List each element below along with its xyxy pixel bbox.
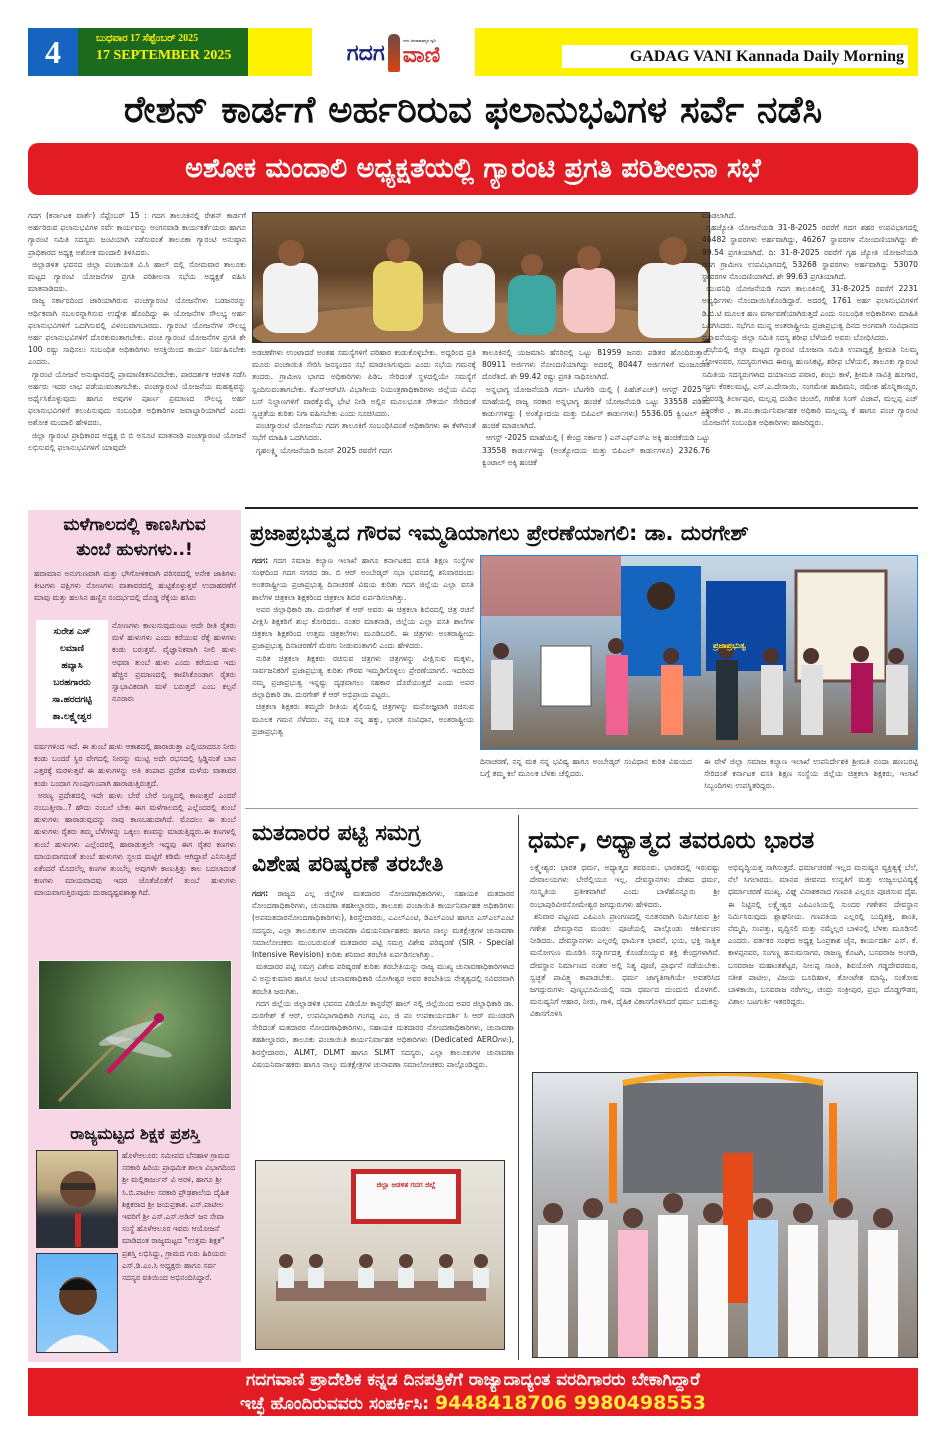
teacher-1-portrait xyxy=(37,1151,118,1248)
voters-headline: ಮತದಾರರ ಪಟ್ಟಿ ಸಮಗ್ರ ವಿಶೇಷ ಪರಿಷ್ಕರಣೆ ತರಬೇತಿ xyxy=(252,821,444,877)
photo-banner-text: ಪ್ರಜಾಪ್ರಭುತ್ವ xyxy=(713,641,746,650)
temple-photo xyxy=(532,1072,918,1358)
teacher-2-portrait xyxy=(37,1254,118,1353)
training-banner-text: ಜಿಲ್ಲಾ ಆಡಳಿತ ಗದಗ ಜಿಲ್ಲೆ xyxy=(376,1181,436,1189)
dragonfly-photo xyxy=(38,960,232,1110)
sidebar-beside-byline: ನೋಣಗಳು ಕಾಣುಸುವುದುಂಟು ಅದೇ ರೀತಿ ರೈತರು ಮಳೆ ಹುಳುಗಳು ಎಂದು ಕರೆಯುವ ರೆಕ್ಕೆ ಹುಳಗಳು ಕಂಡು ಬರುತ್ತವೆ. ವೈಜ್ಞಾನಿಕವಾಗಿ ನೀಲಿ ಹುಳು ಅಥವಾ ತುಂಬೆ ಹುಳು ಎಂದು ಕರೆಯುವ ಇದು ಹೆಚ್ಚಿನ ಪ್ರಮಾಣದಲ್ಲಿ ಕಾಣಿಸಿಕೊಂಡಾಗ ರೈತರು ಸ್ವಾಭಾವಿಕವಾಗಿ ಮಳೆ ಬರುತ್ತದೆ ಎಂಬ ಕಲ್ಪನೆ ನೂರಾರು xyxy=(112,621,236,704)
reporters-wanted-banner xyxy=(28,1368,918,1416)
temple-crowd-illustration xyxy=(533,1073,918,1358)
date-kannada: ಬುಧವಾರ 17 ಸೆಪ್ಟೆಂಬರ್ 2025 xyxy=(96,33,199,44)
logo-gadag: ಗದಗ xyxy=(346,40,385,66)
meeting-people-illustration xyxy=(253,213,710,343)
banner-contact-label: ಇಚ್ಛೆ ಹೊಂದಿರುವವರು ಸಂಪರ್ಕಿಸಿ: xyxy=(240,1394,430,1414)
dharma-column-2: ಅಭಿವೃದ್ಧಿಯತ್ತ ಸಾಗಿಸುತ್ತದೆ. ಧರ್ಮಾಚರಣೆ ಇಲ್ಲದ ಮನುಷ್ಯನ ವ್ಯಕ್ತಿತ್ವಕ್ಕೆ ಬೆಲೆ, ನೆಲೆ ಸಿಗಲಾರದು. ಮಾನವ ಜೀವನದ ಉನ್ನತಿಗೆ ಮತ್ತು ಉಜ್ವಲಭವಿಷ್ಯಕ್ಕೆ ಧರ್ಮಾಚರಣೆ ಮುಖ್ಯ. ವಿಘ್ನ ವಿನಾಶಕನಾದ ಗಣಪತಿ ಎಲ್ಲರೂ ಪೂಜಿಸುವ ದೈವ. ಈ ನಿಟ್ಟಿನಲ್ಲಿ ಲಕ್ಷ್ಮೇಶ್ವರ ಎಪಿಎಂಸಿಯಲ್ಲಿ ಸುಂದರ ಗಣೇಶನ ದೇವಸ್ಥಾನ ನಿರ್ಮಿಸಿರುವುದು ಶ್ಲಾಘನೀಯ. ಗಣಪತಿಯ ಎಲ್ಲರಲ್ಲಿ ಬುದ್ಧಿಶಕ್ತಿ, ಶಾಂತಿ, ನೆಮ್ಮದಿ, ಸಂಪತ್ತು, ವೃದ್ಧಿಸಲಿ ಮತ್ತು ನಮ್ಮೆಲ್ಲರ ಬಾಳಿನಲ್ಲಿ ಬೆಳಕು ಮೂಡಿಸಲಿ ಎಂದರು. ವರ್ತಕರ ಸಂಘದ ಅಧ್ಯಕ್ಷ ಓಂಪ್ರಕಾಶ ಜೈನ, ಕಾರ್ಯದರ್ಶಿ ಎಸ್. ಕೆ. ಕಾಳಪ್ಪನವರ, ಸಂಗಣ್ಣ ಹನುಮಸಾಗರ, ರಾಜಣ್ಣ ಕೊಟಗಿ, ಬಸವರಾಜ ಅಂಗಡಿ, ಬಸವರಾಜ ಮಹಾಂತಶೆಟ್ಟರ, ನೀಲಪ್ಪ ಸಾಂತಿ, ಶಿವಯೋಗಿ ಗಡ್ಡದೇವರಮಠ, ಸತೀಶ ಪಾಟೀಲ, ವಿಜಯ ಬೂದಿಹಾಳ, ತೋಂಟೇಶ ಮಾನ್ವಿ, ಸಂತೋಷ ಬಾಳಿಕಾಯಿ, ಬಸವರಾಜ ನರೇಗಲ್ಲ, ಚಂದ್ರು ಸಂಕ್ರೀಪುರ, ಪ್ರಭು ದೊಡ್ಡಗೌಡರ, ವಿಶಾಲ ಬಟಗುರ್ಕಿ ಇತರರಿದ್ದರು. xyxy=(728,863,918,1007)
award-headline: ರಾಜ್ಯಮಟ್ಟದ ಶಿಕ್ಷಕ ಪ್ರಶಸ್ತಿ xyxy=(70,1124,200,1143)
sidebar-intro: ಹವಾಮಾನ ಅನುಗುಣವಾಗಿ ಮತ್ತು ಭೌಗೋಳಿಕವಾಗಿ ಪರಿಸರದಲ್ಲಿ ಅನೇಕ ಜಾತಿಗಳು ಕೀಟಗಳು ಪಕ್ಷಿಗಳು ನೋಣಗಳು ವಾತಾವರದಲ್ಲಿ ಹುಟ್ಟಿಕೊಳ್ಳುತ್ತವೆ ಉದಾಹರಣೆಗೆ ಮಾವು ಮತ್ತು ಹಲಸಿನ ಹಣ್ಣಿನ ಸಂದರ್ಭದಲ್ಲಿ ದೊಡ್ಡ ರೆಕ್ಕೆಯ ಹಸಿರು xyxy=(34,569,236,603)
lead-column-2: ಅಡಚಣೆಗಳು ಉಂಟಾದರೆ ಅಂತಹ ಸಮಸ್ಯೆಗಳಿಗೆ ಪರಿಹಾರ ಕಂಡುಕೊಳ್ಳಬೇಕು. ಅದ್ದರಿಂದ ಪ್ರತಿ ಮೂರು ಪಂಚಾಯಿತಿ ಸೇರಿಸಿ ಜನಸ್ಪಂದನ ಸಭೆ ಮಾಡಲಾಗುವುದು ಎಂದು ಸಭೆಯ ಗಮನಕ್ಕೆ ತಂದರು. ಗ್ರಾಮೀಣ ಭಾಗದ ಅಧಿಕಾರಿಗಳು ಪಿಡಿಒ ಸೇರಿದಂತೆ ಸ್ಥಳದಲ್ಲಿಯೇ ಸಮಸ್ಯೆಗೆ ಸ್ಪಂದಿಸುವಂತಾಗಬೇಕು. ಕೆಎಸ್ಆರ್‌ಟಿಸಿ ವಿಭಾಗೀಯ ನಿಯಂತ್ರಣಾಧಿಕಾರಿಗಳು ಜಿಲ್ಲೆಯ ವಿವಿಧ ಬಸ್ ನಿಲ್ದಾಣಗಳಿಗೆ ವಾರಕ್ಕೊಮ್ಮೆ ಭೇಟಿ ನೀಡಿ ಅಲ್ಲಿನ ಮೂಲಭೂತ ಸೌಕರ್ಯ ಸೇರಿದಂತೆ ಸ್ವಚ್ಛತೆಯ ಕುರಿತು ನಿಗಾ ವಹಿಸಬೇಕು ಎಂದು ಸೂಚಿಸಿದರು. ಪಂಚಗ್ಯಾರಂಟಿ ಯೋಜನೆಯ ಗದಗ ತಾಲೂಕಿಗೆ ಸಂಬಂಧಿಸಿದಂತೆ ಅಧಿಕಾರಿಗಳು ಈ ಕೆಳಗಿನಂತೆ ಸಭೆಗೆ ಮಾಹಿತಿ ಒದಗಿಸಿದರು. ಗೃಹಲಕ್ಷ್ಮಿ ಯೋಜನೆಯಡಿ ಜೂನ್ 2025 ರವರೆಗೆ ಗದಗ xyxy=(252,348,476,455)
painting-camp-illustration xyxy=(481,556,918,750)
voters-body: ಗದಗ: ರಾಜ್ಯದ ಎಲ್ಲ ಜಿಲ್ಲೆಗಳ ಮತದಾರರ ನೋಂದಣಾಧಿಕಾರಿಗಳು, ಸಹಾಯಕ ಮತದಾರರ ನೋಂದಣಾಧಿಕಾರಿಗಳು, ಚುನಾವಣಾ ತಹಶೀಲ್ದಾರರು, ತಾಲೂಕು ಪಂಚಾಯಿತಿ ಕಾರ್ಯನಿರ್ವಾಹಕ ಅಧಿಕಾರಿಗಳು (ಅಪಮತದಾರನೋಂದಣಾಧಿಕಾರಿಗಳು), ಶಿರಸ್ತೇದಾರರು, ಎಎಲ್‌ಎಂಟಿ, ಡಿಎಲ್‌ಎಂಟಿ ಹಾಗೂ ಎಸ್‌ಎಲ್‌ಎಂಟಿ ಸದಸ್ಯರು, ಎಲ್ಲಾ ತಾಲೂಕುಗಳ ಚುನಾವಣಾ ವಿಷಯನಿರ್ವಾಹಕರು ಹಾಗೂ ನಾಲ್ಕು ಮತಕ್ಷೇತ್ರಗಳ ಚುನಾವಣಾ ಸಮಾಲೋಚಕರು ಮುಂಬರುವಂತೆ ಮತದಾರರ ಪಟ್ಟಿ ಸಮಗ್ರ ವಿಶೇಷ ಪರಿಷ್ಕರಣೆ (SIR - Special Intensive Revision) ಕುರಿತು ಶನಿವಾರ ತರಬೇತಿ ಏರ್ಪಡಿಸಲಾಗಿತ್ತು. ಮತದಾರರ ಪಟ್ಟಿ ಸಮಗ್ರ ವಿಶೇಷ ಪರಿಷ್ಕರಣೆ ಕುರಿತು ತರಬೇತಿಯನ್ನು ರಾಜ್ಯ ಮುಖ್ಯ ಚುನಾವಣಾಧಿಕಾರಿಗಳಾದ ವಿ ಅನ್ಬುಕುಮಾರ ಹಾಗೂ ಜಂಟಿ ಚುನಾವಣಾಧಿಕಾರಿ ಯೋಗೀಶ್ವರ ಅವರ ತರಬೇತಿಯ ನೇತೃತ್ವದಲ್ಲಿ ಸವಿವರವಾಗಿ ತರಬೇತಿ ಜರುಗಿತು. ಗದಗ ಜಿಲ್ಲೆಯ ಜಿಲ್ಲಾಡಳಿತ ಭವನದ ವಿಡಿಯೋ ಕಾನ್ಫರೆನ್ಸ್ ಹಾಲ್ ನಲ್ಲಿ ಜಿಲ್ಲೆಯಿಂದ ಅಪರ ಜಿಲ್ಲಾಧಿಕಾರಿ ಡಾ. ದುರಗೇಶ್ ಕೆ ಆರ್, ಉಪವಿಭಾಗಾಧಿಕಾರಿ ಗಂಗಪ್ಪ ಎಂ, ಜಿ ಪಂ ಉಪಕಾರ್ಯದರ್ಶಿ ಸಿ ಆರ್ ಮುಂಡರಗಿ ಸೇರಿದಂತೆ ಮತದಾರರ ನೋಂದಣಾಧಿಕಾರಿಗಳು, ಸಹಾಯಕ ಮತದಾರರ ನೋಂದಣಾಧಿಕಾರಿಗಳು, ಚುನಾವಣಾ ತಹಶೀಲ್ದಾರರು, ತಾಲೂಕು ಪಂಚಾಯಿತಿ ಕಾರ್ಯನಿರ್ವಾಹಕ ಅಧಿಕಾರಿಗಳು (Dedicated AEROಗಳು), ಶಿರಸ್ತೇದಾರರು, ALMT, DLMT ಹಾಗೂ SLMT ಸದಸ್ಯರು, ಎಲ್ಲಾ ತಾಲೂಕುಗಳ ಚುನಾವಣಾ ವಿಷಯನಿರ್ವಾಹಕರು ಹಾಗೂ ನಾಲ್ಕು ಮತಕ್ಷೇತ್ರಗಳ ಚುನಾವಣಾ ಸಮಾಲೋಚಕರು ಪಾಲ್ಗೊಂಡಿದ್ದರು. xyxy=(252,889,514,1069)
section-divider-2 xyxy=(245,808,918,809)
lead-subheadline: ಅಶೋಕ ಮಂದಾಲಿ ಅಧ್ಯಕ್ಷತೆಯಲ್ಲಿ ಗ್ಯಾರಂಟಿ ಪ್ರಗತಿ ಪರಿಶೀಲನಾ ಸಭೆ xyxy=(28,143,918,195)
democracy-below-left: ದಿನಾಚರಣೆ, ನನ್ನ ಮತ ನನ್ನ ಭವಿಷ್ಯ ಹಾಗೂ ಅಂಬೇಡ್ಕರ್ ಸಂವಿಧಾನ ಕುರಿತ ವಿಷಯದ ಬಗ್ಗೆ ತಮ್ಮ ಕಲೆ ಮೂಲಕ ಬೆಳಕು ಚೆಲ್ಲಿದರು. xyxy=(480,757,692,779)
section-divider xyxy=(245,507,918,509)
sidebar-body: ವರ್ಷಗಳಿಂದ ಇದೆ. ಈ ತುಂಬೆ ಹುಳು ಆಕಾಶದಲ್ಲಿ ಹಾರಾಡುತ್ತಾ ಎಲ್ಲಿಯಾದರೂ ನೀರು ಕಂಡು ಬಂದರೆ ಸ್ಥಿರ ವೇಗದಲ್ಲಿ ನೀರನ್ನು ಮುಟ್ಟಿ ಅದೇ ರಭಸದಲ್ಲಿ ಸ್ಪಿಡ್ಡಿನಂತೆ ಬಾನ ಎತ್ತರಕ್ಕೆ ಮರಳುತ್ತವೆ ಈ ಹುಳುಗಳನ್ನು ಅತಿ ತಂಪಾದ ಪ್ರದೇಶ ಮಳೆಯ ವಾತಾವರ ಕಂಡು ಬಂದಾಗ ಗುಂಪುಗುಂಪಾಗಿ ಹಾರಾಡುತ್ತಿರುತ್ತದೆ. ಅರಣ್ಯ ಪ್ರದೇಶದಲ್ಲಿ ಇದೇ ಹುಳು ಬೇರೆ ಬೇರೆ ಬಣ್ಣದಲ್ಲಿ ಕಾಣುತ್ತವೆ ಎಂದರೆ ನಂಬುತ್ತೀರಾ..? ಹೌದು ನಂಬಲೆ ಬೇಕು ಈಗ ಮಳೆಗಾಲದಲ್ಲಿ ಎಲ್ಲೆಂದರಲ್ಲಿ ತುಂಬೆ ಹುಳುಗಳು ಹಾರಾಡುವುದನ್ನು ನಾವು ಕಾಣಬಹುದಾಗಿದೆ. ಮೊದಲು ಈ ತುಂಬೆ ಹುಳುಗಳು ರೈತರು ತಮ್ಮ ಬೆಳೆಗಳನ್ನು ಒಕ್ಕಲು ಕಣವನ್ನು ಮಾಡುತ್ತಿದ್ದರು.ಈ ಕಣಗಳಲ್ಲಿ ತುಂಬೆ ಹುಳುಗಳು ಎಲ್ಲೆಂದರಲ್ಲಿ ಹಾರಾಡುತ್ತಲೇ ಇದ್ದವು ಈಗ ರೈತರ ಕಣಗಳು ಮಾಯವಾಗದಂತೆ ತುಂಬೆ ಹುಳುಗಳು ಸ್ಥಲದ ಮಟ್ಟಿಗೆ ಕಡಿಮೆ ಆಗಿದ್ದಾವೆ ಎನಿಸುತ್ತಿದೆ ಏಕೆಂದರೆ ಮೊದಲೆಲ್ಲ ಕಣಗಳ ತುಂಬೆಲ್ಲ ಅವುಗಳೇ ಕಾಣುತ್ತಿತ್ತು ಕಾಲ ಬದಲಾದಂತೆ ಕಣಗಳು ಮಾಯವಾದವು ಇದರ ಜೊತೆಜೊತೆಗೆ ತುಂಬೆ ಹುಳುಗಳು ಮಾಯವಾಗುತ್ತಿರುವುದು ದುರಾದೃಷ್ಟವಶಾತ್ವಾಗಿದೆ. xyxy=(34,742,236,898)
paper-name: GADAG VANI Kannada Daily Morning xyxy=(562,45,908,68)
dharma-headline: ಧರ್ಮ, ಅಧ್ಯಾತ್ಮದ ತವರೂರು ಭಾರತ xyxy=(528,826,815,854)
democracy-body: ಗದಗ: ಗದಗ ಸಮಾಜ ಕಲ್ಯಾಣ ಇಲಾಖೆ ಹಾಗೂ ಕರ್ನಾಟಕದ ವಸತಿ ಶಿಕ್ಷಣ ಸಂಸ್ಥೆಗಳ ಸಂಘದಿಂದ ಗದಗ ನಗರದ ಡಾ. ಬಿ ಆರ್ ಅಂಬೇಡ್ಕರ್ ಸಭಾ ಭವನದಲ್ಲಿ ಶನಿವಾರದಂದು ಅಂತರಾಷ್ಟ್ರೀಯ ಪ್ರಜಾಪ್ರಭುತ್ವ ದಿನಾಚರಣೆ ವಿಷಯ ಕುರಿತು ಗದಗ ಜಿಲ್ಲೆಯ ಎಲ್ಲಾ ವಸತಿ ಶಾಲೆಗಳ ಚಿತ್ರಕಲಾ ಶಿಕ್ಷಕರಿಂದ ಚಿತ್ರಕಲಾ ಶಿಬಿರ ಏರ್ಪಡಿಸಲಾಗಿತ್ತು. ಅಪರ ಜಿಲ್ಲಾಧಿಕಾರಿ ಡಾ. ದುರಗೇಶ್ ಕೆ ಆರ್ ಅವರು ಈ ಚಿತ್ರಕಲಾ ಶಿಬಿರದಲ್ಲಿ ಚಿತ್ರ ರಚನೆ ವೀಕ್ಷಿಸಿ ಶಿಕ್ಷಕರಿಗೆ ಶುಭ ಕೋರಿದರು. ನಂತರ ಮಾತನಾಡಿ, ಜಿಲ್ಲೆಯ ಎಲ್ಲಾ ವಸತಿ ಶಾಲೆಗಳ ಚಿತ್ರಕಲಾ ಶಿಕ್ಷಕರಿಂದ ಉತ್ತಮ ಚಿತ್ರಕಲೆಗಳು ಮೂಡಿಬರಲಿ. ಈ ಚಿತ್ರಗಳು ಅಂತರಾಷ್ಟ್ರೀಯ ಪ್ರಜಾಪ್ರಭುತ್ವ ದಿನಾಚರಣೆಗೆ ಮೆರಗು ನೀಡುವಂತಾಗಲಿ ಎಂದು ಹೇಳಿದರು. ನುರಿತ ಚಿತ್ರಕಲಾ ಶಿಕ್ಷಕರು ರಚಿಸುವ ಚಿತ್ರಗಳು ಚಿತ್ರಗಳನ್ನು ವೀಕ್ಷಿಸುವ ಮಕ್ಕಳು, ಸಾರ್ವಜನಿಕರಿಗೆ ಪ್ರಜಾಪ್ರಭುತ್ವ ಕುರಿತು ಗೌರವ ಇಮ್ಮಡಿಗೊಳ್ಳಲು ಪ್ರೇರಣೆಯಾಗಲಿ. ಇದರಿಂದ ನಮ್ಮ ಪ್ರಜಾಪ್ರಭುತ್ವ ಇನ್ನಷ್ಟು ದೃಢವಾಗಲು ಸಹಕಾರ ದೊರೆಯುತ್ತದೆ ಎಂದು ಅಪರ ಜಿಲ್ಲಾಧಿಕಾರಿ ಡಾ. ದುರಗೇಶ್ ಕೆ ಆರ್ ಅಭಿಪ್ರಾಯ ಪಟ್ಟರು. ಚಿತ್ರಕಲಾ ಶಿಕ್ಷಕರು ತಮ್ಮದೇ ರೀತಿಯ ಶೈಲಿಯಲ್ಲಿ ಚಿತ್ರಗಳನ್ನು ಮನೋಜ್ಞವಾಗಿ ರಚಿಸುವ ಮೂಲಕ ಗಮನ ಸೆಳೆದರು. ನನ್ನ ಮತ ನನ್ನ ಹಕ್ಕು, ಭಾರತ ಸಂವಿಧಾನ, ಅಂತರಾಷ್ಟ್ರೀಯ ಪ್ರಜಾಪ್ರಭುತ್ವ xyxy=(252,556,474,736)
lead-column-1: ಗದಗ (ಕರ್ನಾಟಕ ವಾರ್ತೆ) ಸೆಪ್ಟೆಂಬರ್ 15 : ಗದಗ ತಾಲೂಕಿನಲ್ಲಿ ರೇಶನ್ ಕಾರ್ಡಗೆ ಅರ್ಹರಿರುವ ಫಲಾನುಭವಿಗಳ ಸರ್ವೆ ಕಾರ್ಯವನ್ನು ಅಂಗನವಾಡಿ ಕಾರ್ಯಕರ್ತೆಯರು ಹಾಗೂ ಗ್ಯಾರಂಟಿ ಸಮಿತಿ ಸದಸ್ಯರು ಜಂಟಿಯಾಗಿ ನಡೆಸುವಂತೆ ತಾಲೂಕಾ ಗ್ಯಾರಂಟಿ ಅನುಷ್ಠಾನ ಪ್ರಾಧಿಕಾರದ ಅಧ್ಯಕ್ಷ ಅಶೋಕ ಮಂದಾಲಿ ತಿಳಿಸಿದರು. ಜಿಲ್ಲಾಡಳಿತ ಭವನದ ಜಿಲ್ಲಾ ಪಂಚಾಯತ ವಿ.ಸಿ ಹಾಲ್ ದಲ್ಲಿ ಸೋಮವಾರ ತಾಲೂಕು ಮಟ್ಟದ ಗ್ಯಾರಂಟಿ ಯೋಜನೆಗಳ ಪ್ರಗತಿ ಪರಿಶೀಲನಾ ಸಭೆಯ ಅಧ್ಯಕ್ಷತೆ ವಹಿಸಿ ಮಾತನಾಡಿದರು. ರಾಜ್ಯ ಸರ್ಕಾರದಿಂದ ಜಾರಿಯಾಗಿರುವ ಪಂಚಗ್ಯಾರಂಟಿ ಯೋಜನೆಗಳು ಬಡಜನರನ್ನು ಆರ್ಥಿಕವಾಗಿ ಸಬಲರನ್ನಾಗಿಸುವ ಉದ್ದೇಶ ಹೊಂದಿದ್ದು ಈ ಯೋಜನೆಗಳ ಸೌಲಭ್ಯ ಅರ್ಹ ಫಲಾನುಭವಿಗಳಿಗೆ ಒದಗಿಸುವಲ್ಲಿ ವಿಳಂಬವಾಗಬಾರದು. ಗ್ಯಾರಂಟಿ ಯೋಜನೆಗಳ ಸೌಲಭ್ಯ ಅರ್ಹ ಫಲಾನುಭವಿಗಳಿಗೆ ದೊರಕುವಂತಾಗಬೇಕು. ಪಂಚ ಗ್ಯಾರಂಟಿ ಯೋಜನೆಗಳ ಪ್ರಗತಿ ಶೇ 100 ರಷ್ಟು ಸಾಧಿಸಲು ಸಂಬಂಧಿತ ಅಧಿಕಾರಿಗಳು ಆಸಕ್ತಿಯಿಂದ ಕಾರ್ಯ ನಿರ್ವಹಿಸಬೇಕು ಎಂದರು. ಗ್ಯಾರಂಟಿ ಯೋಜನೆ ಅನುಷ್ಠಾನದಲ್ಲಿ ಪ್ರಾಮಾಣಿಕತನವಿರಬೇಕು. ಪಾರದರ್ಶಕ ಆಡಳಿತ ನಡೆಸಿ ಅರ್ಹರು ಇದರ ಲಾಭ ಪಡೆಯುವಂತಾಗಬೇಕು. ಪಂಚಗ್ಯಾರಂಟಿ ಯೋಜನೆಯ ಮಹತ್ವವನ್ನು ಅರ್ಥೈಸಿಕೊಳ್ಳುವುದು ಹಾಗೂ ಅವುಗಳ ಪೂರ್ಣ ಪ್ರಮಾಣದ ಸೌಲಭ್ಯ ಅರ್ಹ ಫಲಾನುಭವಿಗಳಿಗೆ ತಲುಪಿಸುವುದು ಸಂಬಂಧಿತ ಅಧಿಕಾರಿಗಳ ಜವಾಬ್ದಾರಿಯಾಗಿದೆ ಎಂದು ಅಶೋಕ ಮಂದಾಲಿ ಹೇಳಿದರು. ಜಿಲ್ಲಾ ಗ್ಯಾರಂಟಿ ಪ್ರಾಧಿಕಾರದ ಅಧ್ಯಕ್ಷ ಬಿ ಬಿ ಅಸೂಟಿ ಮಾತನಾಡಿ ಪಂಚಗ್ಯಾರಂಟಿ ಯೋಜನೆ ಲಭಿಸುವಲ್ಲಿ ಫಲಾನುಭವಿಗಳಿಗೆ ಯಾವುದೇ xyxy=(28,211,246,452)
democracy-photo xyxy=(480,555,918,750)
logo-figure-icon xyxy=(388,34,400,72)
newspaper-logo xyxy=(312,28,475,78)
democracy-below-right: ಈ ವೇಳೆ ಜಿಲ್ಲಾ ಸಮಾಜ ಕಲ್ಯಾಣ ಇಲಾಖೆ ಉಪನಿರ್ದೇಶಕಿ ಶ್ರೀಮತಿ ನಂದಾ ಹಣಬರಟ್ಟಿ ಸೇರಿದಂತೆ ಕರ್ನಾಟಕ ವಸತಿ ಶಿಕ್ಷಣ ಸಂಸ್ಥೆಯ ಜಿಲ್ಲೆಯ ಚಿತ್ರಕಲಾ ಶಿಕ್ಷಕರು, ಇಲಾಖೆ ಸಿಬ್ಬಂದಿಗಳು ಉಪಸ್ಥಿತರಿದ್ದರು. xyxy=(704,757,918,791)
democracy-headline: ಪ್ರಜಾಪ್ರಭುತ್ವದ ಗೌರವ ಇಮ್ಮಡಿಯಾಗಲು ಪ್ರೇರಣೆಯಾಗಲಿ: ಡಾ. ದುರಗೇಶ್ xyxy=(250,521,749,545)
logo-tagline: ಇದು ಜನಸಾಮಾನ್ಯರ ಧ್ವನಿ xyxy=(402,38,436,43)
lead-column-3: ತಾಲೂಕಿನಲ್ಲಿ ಯಜಮಾನಿ ಹೆಸರಿನಲ್ಲಿ ಒಟ್ಟು 81959 ಜನರು ಪಡಿತರ ಹೊಂದಿರುತ್ತಾರೆ. 80911 ಅರ್ಜಿಗಳು ನೋಂದಣಿಯಾಗಿದ್ದು ಅದರಲ್ಲಿ 80447 ಅರ್ಜಿಗಳಿಗೆ ಮಂಜೂರಾತಿ ದೊರೆತಿದೆ. ಶೇ 99.42 ರಷ್ಟು ಪ್ರಗತಿ ಸಾಧಿಸಲಾಗಿದೆ. ಅನ್ನಭಾಗ್ಯ ಯೋಜನೆಯಡಿ ಗದಗ- ಬೆಟಗೇರಿ ಯಲ್ಲಿ ( ಪಿಹೆಚ್ಎಚ್) ಆಗಸ್ಟ್ 2025 ರ ಮಾಹೆಯಲ್ಲಿ ರಾಜ್ಯ ಸರಕಾರ ಅನ್ನಭಾಗ್ಯ ಹಂಚಿಕೆ ಯೋಜನೆಯಡಿ ಒಟ್ಟು 33558 ಪಡಿತರ ಕಾರ್ಡುಗಳಿದ್ದು ( ಅಂತ್ಯೋದಯ ಮತ್ತು ಬಿಪಿಎಲ್ ಕಾರ್ಡುಗಳು) 5536.05 ಕ್ವಿಂಟಲ್ ಅಕ್ಕಿ ಹಂಚಿಕೆ ಮಾಡಲಾಗಿದೆ. ಆಗಸ್ಟ್ -2025 ಮಾಹೆಯಲ್ಲಿ ( ಕೇಂದ್ರ ಸರ್ಕಾರ ) ಎನ್‌ಎಫ್‌ಎಸ್‌ಎ ಅಕ್ಕಿ ಹಂಚಿಕೆಯಡಿ ಒಟ್ಟು 33558 ಕಾರ್ಡುಗಳಿದ್ದು (ಅಂತ್ಯೋದಯ ಮತ್ತು ಬಿಪಿಎಲ್ ಕಾರ್ಡುಗಳೂ) 2326.76 ಕ್ವಿಂಟಾಲ್ ಅಕ್ಕಿ ಹಂಚಿಕೆ xyxy=(482,348,710,467)
logo-vani: ವಾಣಿ xyxy=(402,43,441,68)
sidebar-headline: ಮಳೆಗಾಲದಲ್ಲಿ ಕಾಣಸಿಗುವ ತುಂಬೆ ಹುಳುಗಳು..! xyxy=(63,515,206,560)
byline-box: ಸುರೇಶ ಎಸ್ ಲಮಾಣಿ ಹವ್ಯಾಸಿ ಬರಹಗಾರರು ಸಾ.ಹರದಗಟ್ಟಿ ತಾ.ಲಕ್ಷ್ಮೇಶ್ವರ xyxy=(36,620,108,728)
date-box xyxy=(78,28,248,76)
lead-column-4: ಮಾಡಲಾಗಿದೆ. ಗೃಹಜ್ಯೋತಿ ಯೋಜನೆಯಡಿ 31-8-2025 ರವರೆಗೆ ಗದಗ ಶಹರ ಉಪವಿಭಾಗದಲ್ಲಿ 46482 ಸ್ಥಾವರಗಳು ಅರ್ಹವಾಗಿದ್ದು, 46267 ಸ್ಥಾವರಗಳ ನೋಂದಣಿಯಾಗಿದ್ದು ಶೇ 99.54 ಪ್ರಗತಿಯಾಗಿದೆ. ದಿ: 31-8-2025 ರವರೆಗೆ ಗೃಹ ಜ್ಯೋತಿ ಯೋಜನೆಯಡಿ ಗದಗ ಗ್ರಾಮೀಣ ಉಪವಿಭಾಗದಲ್ಲಿ 53268 ಸ್ಥಾವರಗಳು ಅರ್ಹವಾಗಿದ್ದು 53070 ಸ್ಥಾವರಗಳ ನೊಂದಣಿಯಾಗಿದೆ. ಶೇ 99.63 ಪ್ರಗತಿಯಾಗಿದೆ. ಯುವನಿಧಿ ಯೋಜನೆಯಡಿ ಗದಗ ತಾಲೂಕಿನಲ್ಲಿ 31-8-2025 ರವರೆಗೆ 2231 ಅಭ್ಯರ್ಥಿಗಳು ನೊಂದಾಯಿಸಿಕೊಂಡಿದ್ದಾರೆ. ಅದರಲ್ಲಿ 1761 ಅರ್ಹ ಫಲಾನುಭವಿಗಳಿಗೆ ಡಿ.ಬಿ.ಟಿ ಮೂಲಕ ಹಣ ವರ್ಗಾವಣೆಯಾಗಿರುತ್ತದೆ ಎಂದು ಸಂಬಂಧಿತ ಅಧಿಕಾರಿಗಳು ಮಾಹಿತಿ ಒದಗಿಸಿದರು. ಸಭೆಗೂ ಮುನ್ನ ಅಂತರಾಷ್ಟ್ರೀಯ ಪ್ರಜಾಪ್ರಭುತ್ವ ದಿನದ ಅಂಗವಾಗಿ ಸಂವಿಧಾನದ ಪ್ರಸ್ತಾವನೆಯನ್ನು ಜಿಲ್ಲಾ ಸಮಿತಿ ಸದಸ್ಯ ಶರೀಫ ಬೆಳೆಯಲಿ ಅವರು ಬೋಧಿಸಿದರು. ಸಭೆಯಲ್ಲಿ ಜಿಲ್ಲಾ ಮಟ್ಟದ ಗ್ಯಾರಂಟಿ ಯೋಜನಾ ಸಮಿತಿ ಉಪಾಧ್ಯಕ್ಷೆ ಶ್ರೀಮತಿ ನಿಲಮ್ಮ ಬೋಳನವರ, ಸದಸ್ಯರುಗಳಾದ ಈರಣ್ಣ ಹುಣಸಿಕಟ್ಟಿ, ಶರೀಫ ಬೆಳೆಯಲಿ, ತಾಲೂಕು ಗ್ಯಾರಂಟಿ ಸಮಿತಿಯ ಸದಸ್ಯರುಗಳಾದ ದಯಾನಂದ ಪವಾರ, ಶಂಭು ಕಾಳೆ, ಶ್ರೀಮತಿ ಸಾವಿತ್ರಿ ಹೂಗಾರ, ಸಂಗು ಕೆರಕಲಮಟ್ಟಿ, ಎಸ್.ಎ.ದೇಸಾಯಿ, ಸಂಗಮೇಶ ಹಾದಿಮನಿ, ರಮೇಶ ಹೊನ್ನಿಕಾಯ್ದರ, ದೇವರಡ್ಡಿ ತಿರ್ಲಾಪುರ, ಮಲ್ಲಪ್ಪ ದಂಡಿನ ಚಿಂಚಲಿ, ಗಣೇಶ ಸಿಂಗ್ ವಿಜಾಪೆ, ಮಲ್ಲಪ್ಪ ಎಚ್ ಬಾರಕೇರ , ತಾ.ಪಂ.ಕಾರ್ಯನಿರ್ವಾಹಕ ಅಧಿಕಾರಿ ಮಲ್ಲಯ್ಯ ಕೆ ಹಾಗೂ ಪಂಚ ಗ್ಯಾರಂಟಿ ಯೋಜನೆಗೆ ಸಂಬಂಧಿತ ಅಧಿಕಾರಿಗಳು ಹಾಜರಿದ್ದರು. xyxy=(702,211,918,428)
award-body: ಹೊಳೆಆಲೂರ: ಸಮೀಪದ ಬೆನಹಾಳ ಗ್ರಾಮದ ಸರಕಾರಿ ಹಿರಿಯ ಪ್ರಾಥಮಿಕ ಶಾಲಾ ವಿಭಾಗದಿಂದ ಶ್ರೀ ಮಲ್ಲಿಕಾರ್ಜುನ್ ವಿ ಅರಳಿ, ಹಾಗೂ ಶ್ರೀ ಸಿ.ಬಿ.ಪಾಟೀಲ ಸರಕಾರಿ ಪ್ರೌಢಶಾಲೆಯ ದೈಹಿಕ ಶಿಕ್ಷಕರಾದ ಶ್ರೀ ಜಯಪ್ರಕಾಶ. ಎಸ್.ಪಾಟೀಲ ಇವರಿಗೆ ಶ್ರೀ ಎಸ್.ಎಸ್.ಅಡಿನ್ ಜನ ಸೇವಾ ಸಂಸ್ಥೆ ಹೊಳೆಆಲೂರ ಇವರು ಆಯೋಜನೆ ಮಾಡಿದಂತ ರಾಜ್ಯಮಟ್ಟದ "ಉತ್ತಮ ಶಿಕ್ಷಕ" ಪ್ರಶಸ್ತಿ ಲಭಿಸಿದ್ದು, ಗ್ರಾಮದ ಗುರು ಹಿರಿಯರು ಎಸ್.ಡಿ.ಎಂ.ಸಿ ಅಧ್ಯಕ್ಷರು ಹಾಗೂ ಸರ್ವ ಸದಸ್ಯರ ವತಿಯಿಂದ ಅಭಿನಂದಿಸಿದ್ದಾರೆ. xyxy=(122,1151,236,1283)
teacher-photo-2 xyxy=(36,1253,118,1353)
meeting-photo xyxy=(252,212,710,343)
banner-line-1: ಗದಗವಾಣಿ ಪ್ರಾದೇಶಿಕ ಕನ್ನಡ ದಿನಪತ್ರಿಕೆಗೆ ರಾಜ್ಯಾದಾದ್ಯಂತ ವರದಿಗಾರರು ಬೇಕಾಗಿದ್ದಾರೆ xyxy=(246,1370,700,1390)
page-number: 4 xyxy=(28,28,78,76)
date-english: 17 SEPTEMBER 2025 xyxy=(96,48,232,63)
teacher-photo-1 xyxy=(36,1150,118,1248)
column-divider xyxy=(518,815,519,1360)
banner-phone-numbers[interactable]: 9448418706 9980498553 xyxy=(434,1392,706,1414)
lead-headline: ರೇಶನ್ ಕಾರ್ಡಗೆ ಅರ್ಹರಿರುವ ಫಲಾನುಭವಿಗಳ ಸರ್ವೆ ನಡೆಸಿ xyxy=(123,88,823,131)
dragonfly-illustration xyxy=(39,961,232,1110)
training-photo xyxy=(255,1160,505,1350)
dharma-column-1: ಲಕ್ಷ್ಮೇಶ್ವರ: ಭಾರತ ಧರ್ಮ, ಅಧ್ಯಾತ್ಮದ ತವರೂರು. ಭಾರತದಲ್ಲಿ ಇರುವಷ್ಟು ದೇವಾಲಯಗಳು ಬೇರೆಲ್ಲಿಯೂ ಇಲ್ಲ. ದೇವಸ್ಥಾನಗಳು ದೇಶದ ಧರ್ಮ, ಸಂಸ್ಕೃತಿಯ ಪ್ರತೀಕವಾಗಿವೆ ಎಂದು ಬಾಳೆಹೊನ್ನೂರು ಶ್ರೀ ರಂಭಾಪುರಿವೀರಸೋಮೇಶ್ವರ ಜಗದ್ಗುರುಗಳು ಹೇಳಿದರು. ಶನಿವಾರ ಪಟ್ಟಣದ ಎಪಿಎಂಸಿ ಪ್ರಾಂಗಣದಲ್ಲಿ ನೂತನವಾಗಿ ನಿರ್ಮಿಸಿರುವ ಶ್ರೀ ಗಣೇಶ ದೇವಸ್ಥಾನದ ಮಂಡಲ ಪೂಜೆಯಲ್ಲಿ ಪಾಲ್ಗೊಂಡು ಆಶೀರ್ವಚನ ನೀಡಿದರು. ದೇವಸ್ಥಾನಗಳು ಎಲ್ಲರಲ್ಲಿ ಧಾರ್ಮಿಕ ಭಾವನೆ, ಭಯ, ಭಕ್ತಿ ಸಾತ್ವಿಕ ಮನೋಗುಣ ಮೂಡಿಸಿ ಸನ್ಮಾರ್ಗದತ್ತ ಕೊಂಡೊಯ್ಯುವ ಶಕ್ತಿ ಕೇಂದ್ರಗಳಾಗಿವೆ. ದೇವಸ್ಥಾನ ನಿರ್ಮಾಣದ ನಂತರ ಅಲ್ಲಿ ನಿತ್ಯ ಪೂಜೆ, ಪ್ರಾರ್ಥನೆ ನಡೆಯಬೇಕು. ಸ್ವಚ್ಛತೆ ಪಾವಿತ್ರ್ಯ ಕಾಪಾಡಬೇಕು. ಧರ್ಮ ಜಾಗೃತಿಗಾಗಿಯೇ ಅವತರಿಸಿದ ಜಗದ್ಗುರುಗಳು ಪುಣ್ಯಭೂಮಿಯಲ್ಲಿ ಸದಾ ಧರ್ಮದ ದುಂದುಬಿ ಮೊಳಗಲಿ. ಮನುಷ್ಯನಿಗೆ ಆಹಾರ, ನೀರು, ಗಾಳಿ, ದೈಹಿಕ ವಿಕಾಸಗೊಳಿಸಿದರೆ ಧರ್ಮ ಬದುಕನ್ನು ವಿಕಾಸಗೊಳಿಸಿ xyxy=(530,863,720,1019)
